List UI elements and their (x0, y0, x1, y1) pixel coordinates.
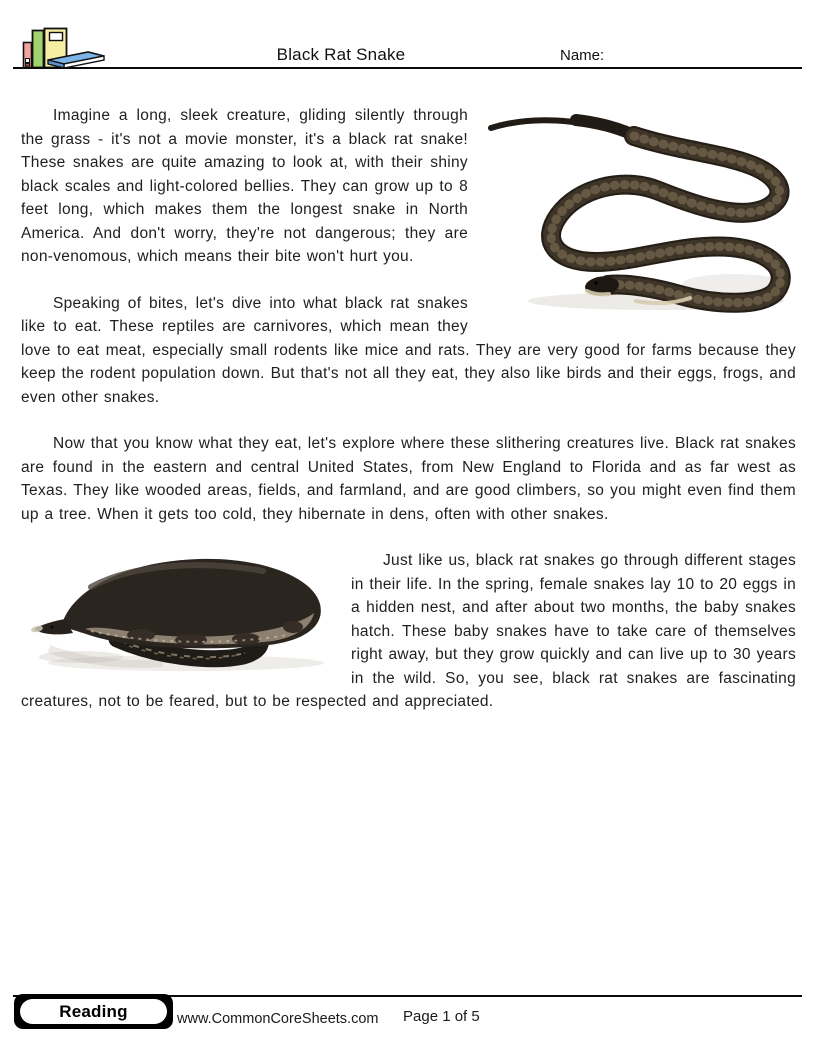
header-divider (13, 67, 802, 69)
black-rat-snake-image-bottom (21, 549, 337, 687)
paragraph-1: Imagine a long, sleek creature, gliding silently through the grass - it's not a movie monster, it's a black rat snake! These snakes are quite amazing to look at, with their shiny black scales and light-colored bellies. They can grow up to 8 feet long, which makes them the longest snake in North America. And don't worry, they're not dangerous; they are non-venomous, which means their bite won't hurt you. (21, 107, 468, 265)
page-title: Black Rat Snake (276, 45, 406, 64)
website-url: www.CommonCoreSheets.com (177, 1011, 379, 1027)
reading-badge (14, 994, 173, 1029)
black-rat-snake-image-top (484, 104, 796, 332)
reading-passage (21, 104, 796, 714)
reading-badge-label: Reading (20, 999, 167, 1024)
paragraph-4: Just like us, black rat snakes go through different stages in their life. In the spring, female snakes lay 10 to 20 eggs in a hidden nest, and after about two months, the baby snakes hatch. These baby snakes have to take care of themselves right away, but they grow quickly and can live up to 30 years in the wild. So, you see, black rat snakes are fascinating creatures, not to be feared, but to be respected and appreciated. (21, 552, 796, 710)
name-label: Name: (560, 47, 605, 64)
paragraph-2: Speaking of bites, let's dive into what black rat snakes like to eat. These reptiles are carnivores, which mean they love to eat meat, especially small rodents like mice and rats. They are very good for farms because they keep the rodent population down. But that's not all they eat, they also like birds and their eggs, frogs, and even other snakes. (21, 294, 796, 406)
paragraph-3: Now that you know what they eat, let's explore where these slithering creatures live. Black rat snakes are found in the eastern and central United States, from New England to Florida and as far west as Texas. They like wooded areas, fields, and farmland, and are good climbers, so you might even find them up a tree. When it gets too cold, they hibernate in dens, often with other snakes. (21, 435, 796, 523)
page-number: Page 1 of 5 (403, 1008, 480, 1025)
